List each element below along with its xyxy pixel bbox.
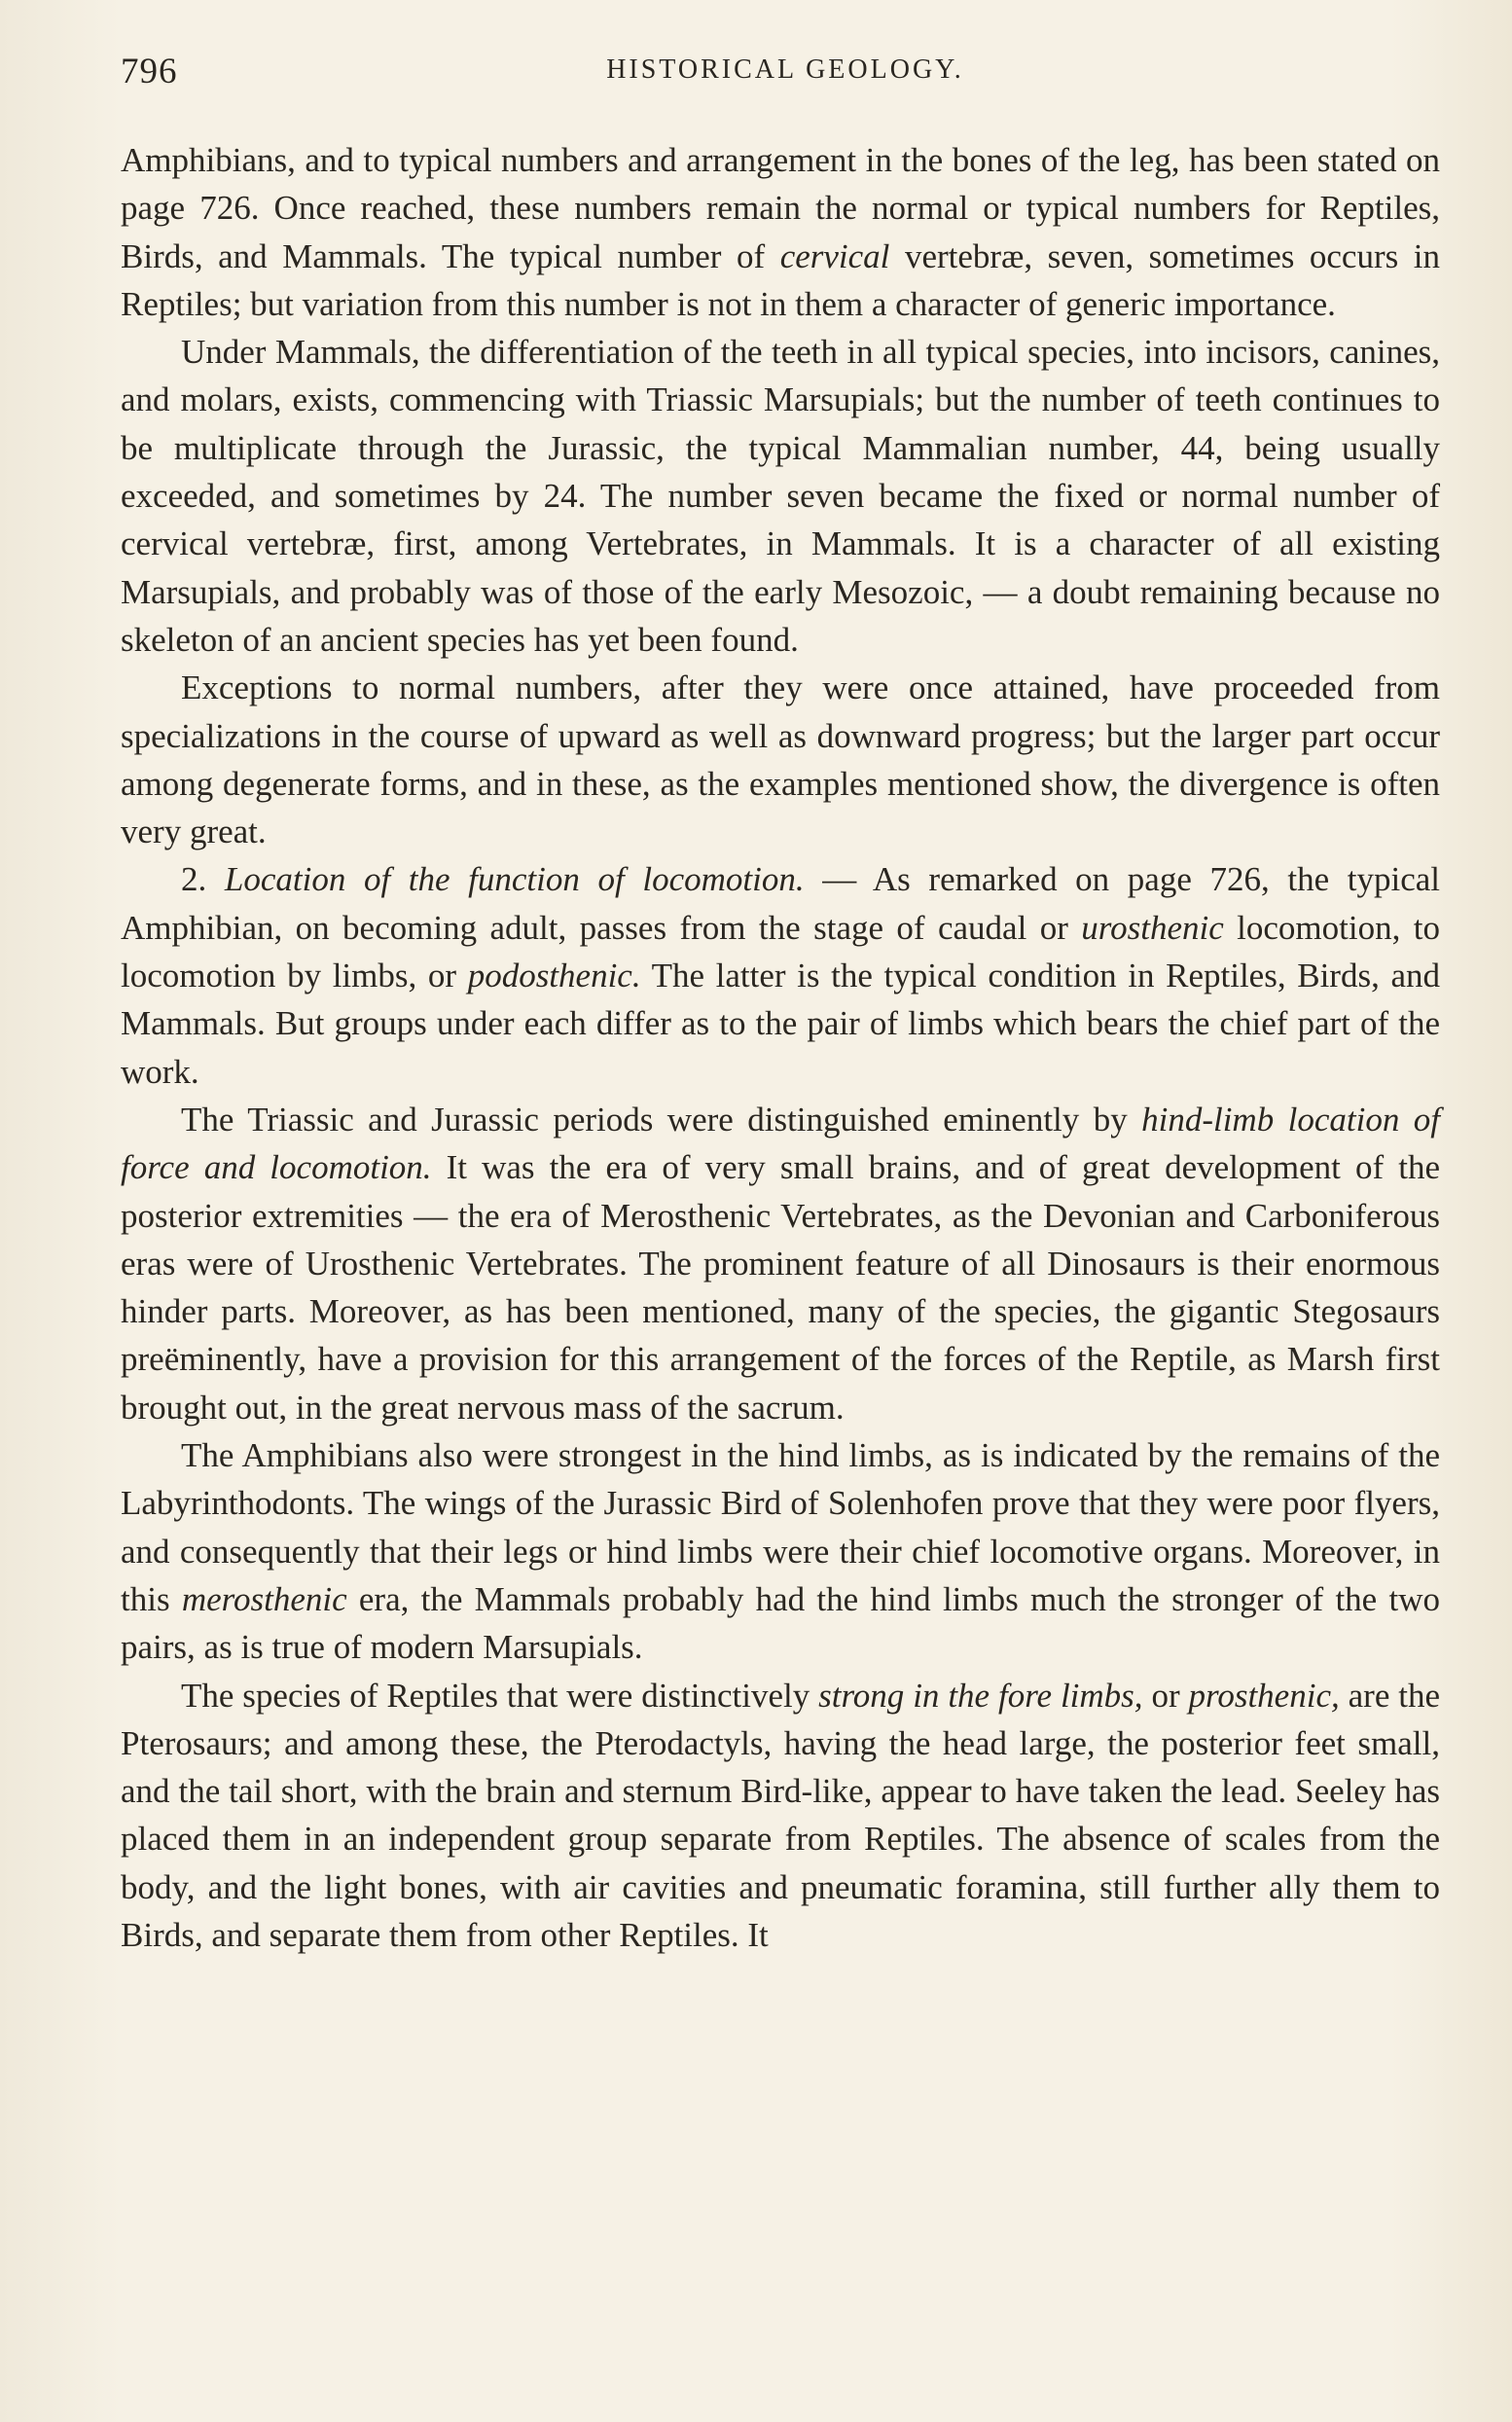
text-run: 2. — [181, 860, 225, 899]
italic-text: hind-limb location of force and locomotion. — [121, 1100, 1440, 1187]
text-run: or — [1142, 1676, 1189, 1715]
paragraph — [121, 136, 1440, 328]
text-run: Exceptions to normal numbers, after they were once attained, have proceeded from specializations in the course of upward as well as downward progress; but the larger part occur among degenerate forms, and in these, as the examples mentioned show, the divergence is often very great. — [121, 669, 1440, 851]
text-run: vertebræ, seven, sometimes occurs in Reptiles; but variation from this number is not in them a character of generic importance. — [121, 236, 1440, 323]
paragraph — [121, 664, 1440, 855]
text-run: The latter is the typical condition in Reptiles, Birds, and Mammals. But groups under each differ as to the pair of limbs which bears the chief part of the work. — [121, 957, 1440, 1091]
body-text — [121, 136, 1440, 1959]
paragraph — [121, 1096, 1440, 1431]
italic-text: urosthenic — [1081, 908, 1224, 947]
text-run: The species of Reptiles that were distinctively — [181, 1676, 819, 1715]
italic-text: Location of the function of locomotion. — [224, 860, 805, 899]
italic-text: cervical — [779, 236, 890, 275]
paragraph — [121, 1431, 1440, 1671]
text-run: The Amphibians also were strongest in the hind limbs, as is indicated by the remains of the Labyrinthodonts. The wings of the Jurassic Bird of Solenhofen prove that they were poor flyers, and consequently that their legs or hind limbs were their chief locomotive organs. Moreover, in this — [121, 1436, 1440, 1618]
italic-text: merosthenic — [181, 1579, 347, 1618]
text-run: locomotion, to locomotion by limbs, or — [121, 908, 1440, 995]
running-title: HISTORICAL GEOLOGY. — [606, 54, 964, 85]
text-run: — As remarked on page 726, the typical Amphibian, on becoming adult, passes from the stage of caudal or — [121, 860, 1440, 947]
text-run: are the Pterosaurs; and among these, the Pterodactyls, having the head large, the posterior feet small, and the tail short, with the brain and sternum Bird-like, appear to have taken the lead. Seeley has placed them in an independent group separate from Reptiles. The absence of scales from the body, and the light bones, with air cavities and pneumatic foramina, still further ally them to Birds, and separate them from other Reptiles. It — [121, 1676, 1441, 1954]
italic-text: podosthenic. — [467, 957, 641, 995]
text-run: era, the Mammals probably had the hind limbs much the stronger of the two pairs, as is true of modern Marsupials. — [121, 1579, 1440, 1667]
paragraph — [121, 328, 1440, 664]
text-run: Under Mammals, the differentiation of the teeth in all typical species, into incisors, canines, and molars, exists, commencing with Triassic Marsupials; but the number of teeth continues to be multiplicate through the Jurassic, the typical Mammalian number, 44, being usually exceeded, and sometimes by 24. The number seven became the fixed or normal number of cervical vertebræ, first, among Vertebrates, in Mammals. It is a character of all existing Marsupials, and probably was of those of the early Mesozoic, — a doubt remaining because no skeleton of an ancient species has yet been found. — [121, 333, 1440, 659]
text-run: The Triassic and Jurassic periods were distinguished eminently by — [181, 1100, 1142, 1139]
italic-text: prosthenic, — [1188, 1676, 1340, 1715]
page-number: 796 — [121, 52, 178, 91]
running-head — [121, 51, 1450, 99]
italic-text: strong in the fore limbs, — [818, 1676, 1143, 1715]
text-run: Amphibians, and to typical numbers and arrangement in the bones of the leg, has been stated on page 726. Once reached, these numbers remain the normal or typical numbers for Reptiles, Birds, and Mammals. The typical number of — [121, 141, 1440, 275]
text-run: It was the era of very small brains, and of great development of the posterior extremities — the era of Merosthenic Vertebrates, as the Devonian and Carboniferous eras were of Urosthenic Vertebrates. The prominent feature of all Dinosaurs is their enormous hinder parts. Moreover, as has been mentioned, many of the species, the gigantic Stegosaurs preëminently, have a provision for this arrangement of the forces of the Reptile, as Marsh first brought out, in the great nervous mass of the sacrum. — [121, 1148, 1440, 1427]
paragraph — [121, 855, 1440, 1095]
paragraph — [121, 1672, 1440, 1960]
